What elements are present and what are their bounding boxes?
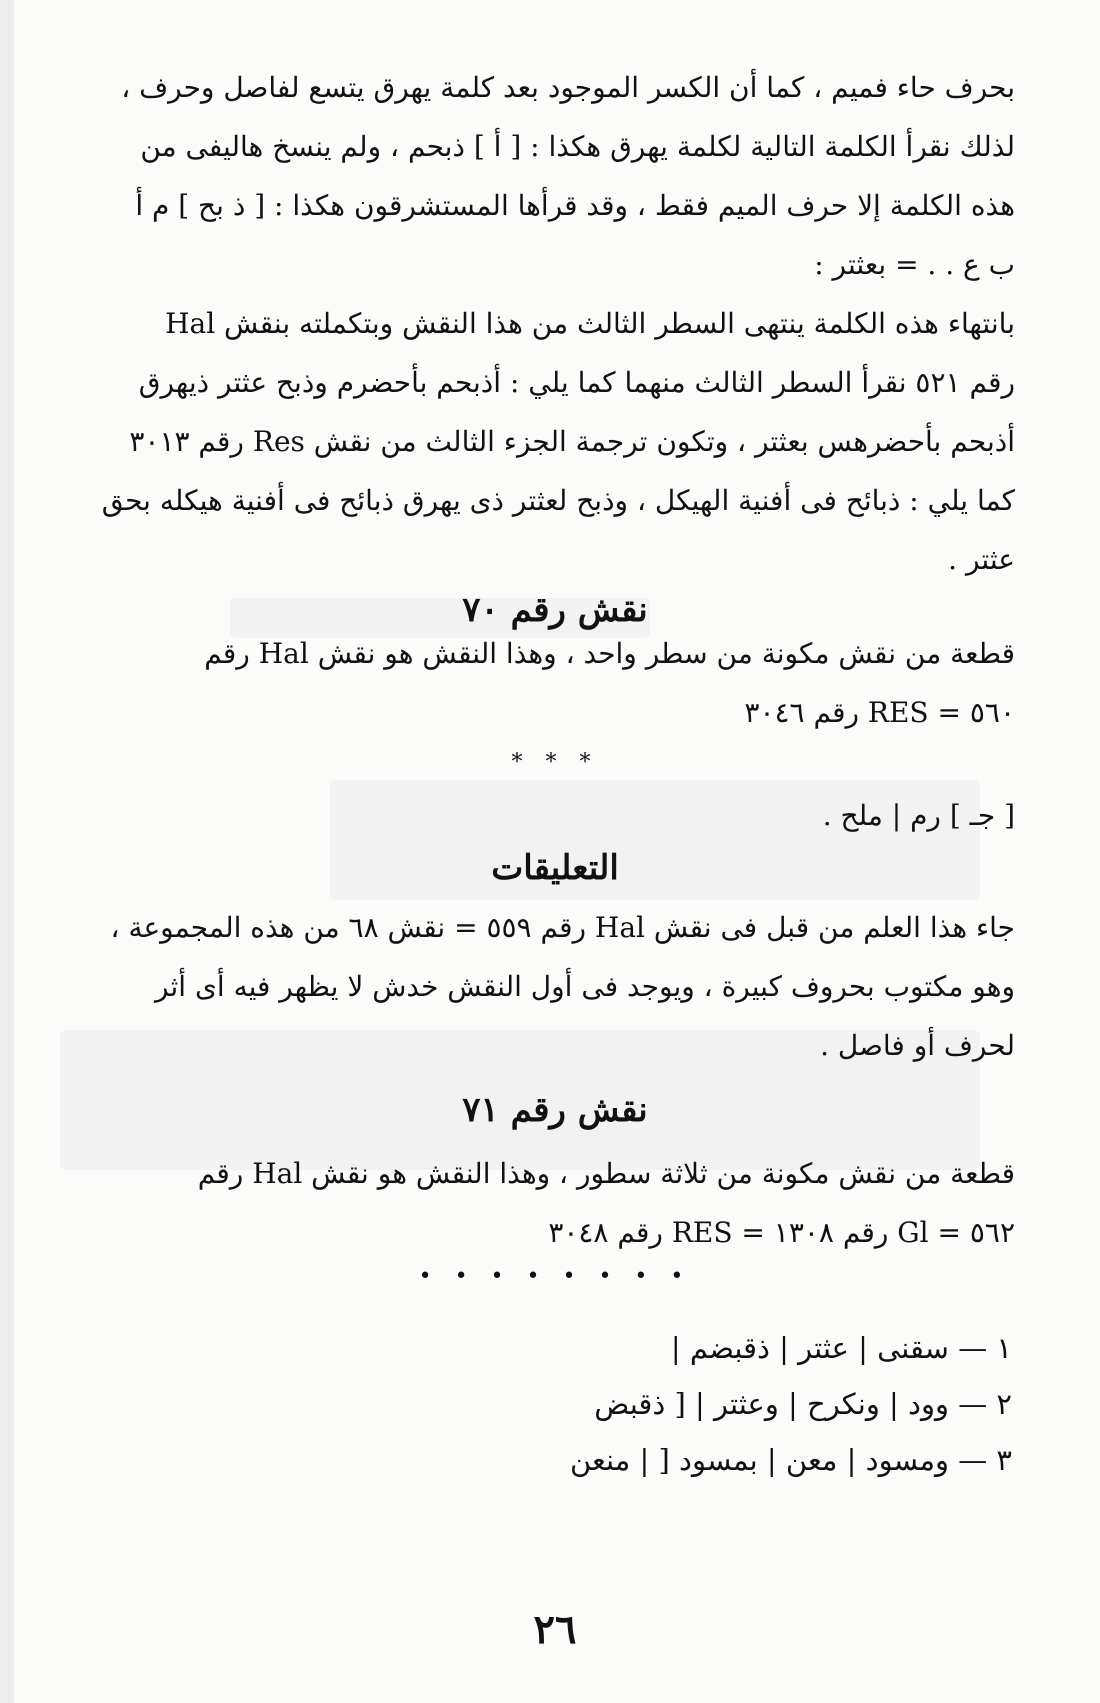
text-line: لحرف أو فاصل .: [820, 1029, 1015, 1062]
text-line: [ جـ ] رم | ملح .: [822, 799, 1015, 832]
paragraph-2: [95, 624, 1015, 742]
inscription-text-70: [95, 786, 1015, 845]
section-separator-dots: • • • • • • • •: [418, 1264, 692, 1289]
list-item: ٣ — ومسود | معن | بمسود [ | منعن: [569, 1443, 1012, 1477]
paragraph-1: [95, 58, 1015, 589]
text-line: أذبحم بأحضرهس بعثتر ، وتكون ترجمة الجزء الثالث من نقش Res رقم ٣٠١٣: [129, 425, 1015, 458]
text-line: بحرف حاء فميم ، كما أن الكسر الموجود بعد كلمة يهرق يتسع لفاصل وحرف ،: [121, 71, 1015, 104]
paragraph-3: [95, 898, 1015, 1075]
section-separator-stars: * * *: [511, 750, 599, 775]
text-line: لذلك نقرأ الكلمة التالية لكلمة يهرق هكذا : [ أ ] ذبحم ، ولم ينسخ هاليفى من: [140, 130, 1015, 163]
text-line: قطعة من نقش مكونة من سطر واحد ، وهذا النقش هو نقش Hal رقم: [204, 637, 1015, 670]
text-line: هذه الكلمة إلا حرف الميم فقط ، وقد قرأها المستشرقون هكذا : [ ذ بح ] م أ: [135, 189, 1015, 222]
text-line: عثتر .: [948, 543, 1015, 576]
heading-comments: التعليقات: [491, 848, 619, 888]
text-line: قطعة من نقش مكونة من ثلاثة سطور ، وهذا النقش هو نقش Hal رقم: [197, 1157, 1015, 1190]
text-line: وهو مكتوب بحروف كبيرة ، ويوجد فى أول النقش خدش لا يظهر فيه أى أثر: [155, 970, 1015, 1003]
text-line: جاء هذا العلم من قبل فى نقش Hal رقم ٥٥٩ = نقش ٦٨ من هذه المجموعة ،: [110, 911, 1015, 944]
text-line: بانتهاء هذه الكلمة ينتهى السطر الثالث من هذا النقش وبتكملته بنقش Hal: [165, 307, 1015, 340]
heading-inscription-70: نقش رقم ٧٠: [462, 590, 648, 630]
heading-inscription-71: نقش رقم ٧١: [462, 1090, 648, 1130]
list-item: ٢ — وود | ونكرح | وعثتر | [ ذقبض: [594, 1387, 1012, 1421]
list-item: ١ — سقنى | عثتر | ذقبضم |: [670, 1331, 1012, 1365]
text-line: كما يلي : ذبائح فى أفنية الهيكل ، وذبح لعثتر ذى يهرق ذبائح فى أفنية هيكله بحق: [101, 484, 1015, 517]
text-line: ب ع . . = بعثتر :: [814, 248, 1015, 281]
paragraph-4: [95, 1144, 1015, 1262]
inscription-lines-list: [312, 1320, 1012, 1488]
text-line: ٥٦٢ = Gl رقم ١٣٠٨ = RES رقم ٣٠٤٨: [548, 1216, 1015, 1249]
text-line: رقم ٥٢١ نقرأ السطر الثالث منهما كما يلي : أذبحم بأحضرم وذبح عثتر ذيهرق: [138, 366, 1015, 399]
text-line: ٥٦٠ = RES رقم ٣٠٤٦: [744, 696, 1015, 729]
page-edge: [0, 0, 14, 1703]
page-number: ٢٦: [533, 1606, 577, 1653]
